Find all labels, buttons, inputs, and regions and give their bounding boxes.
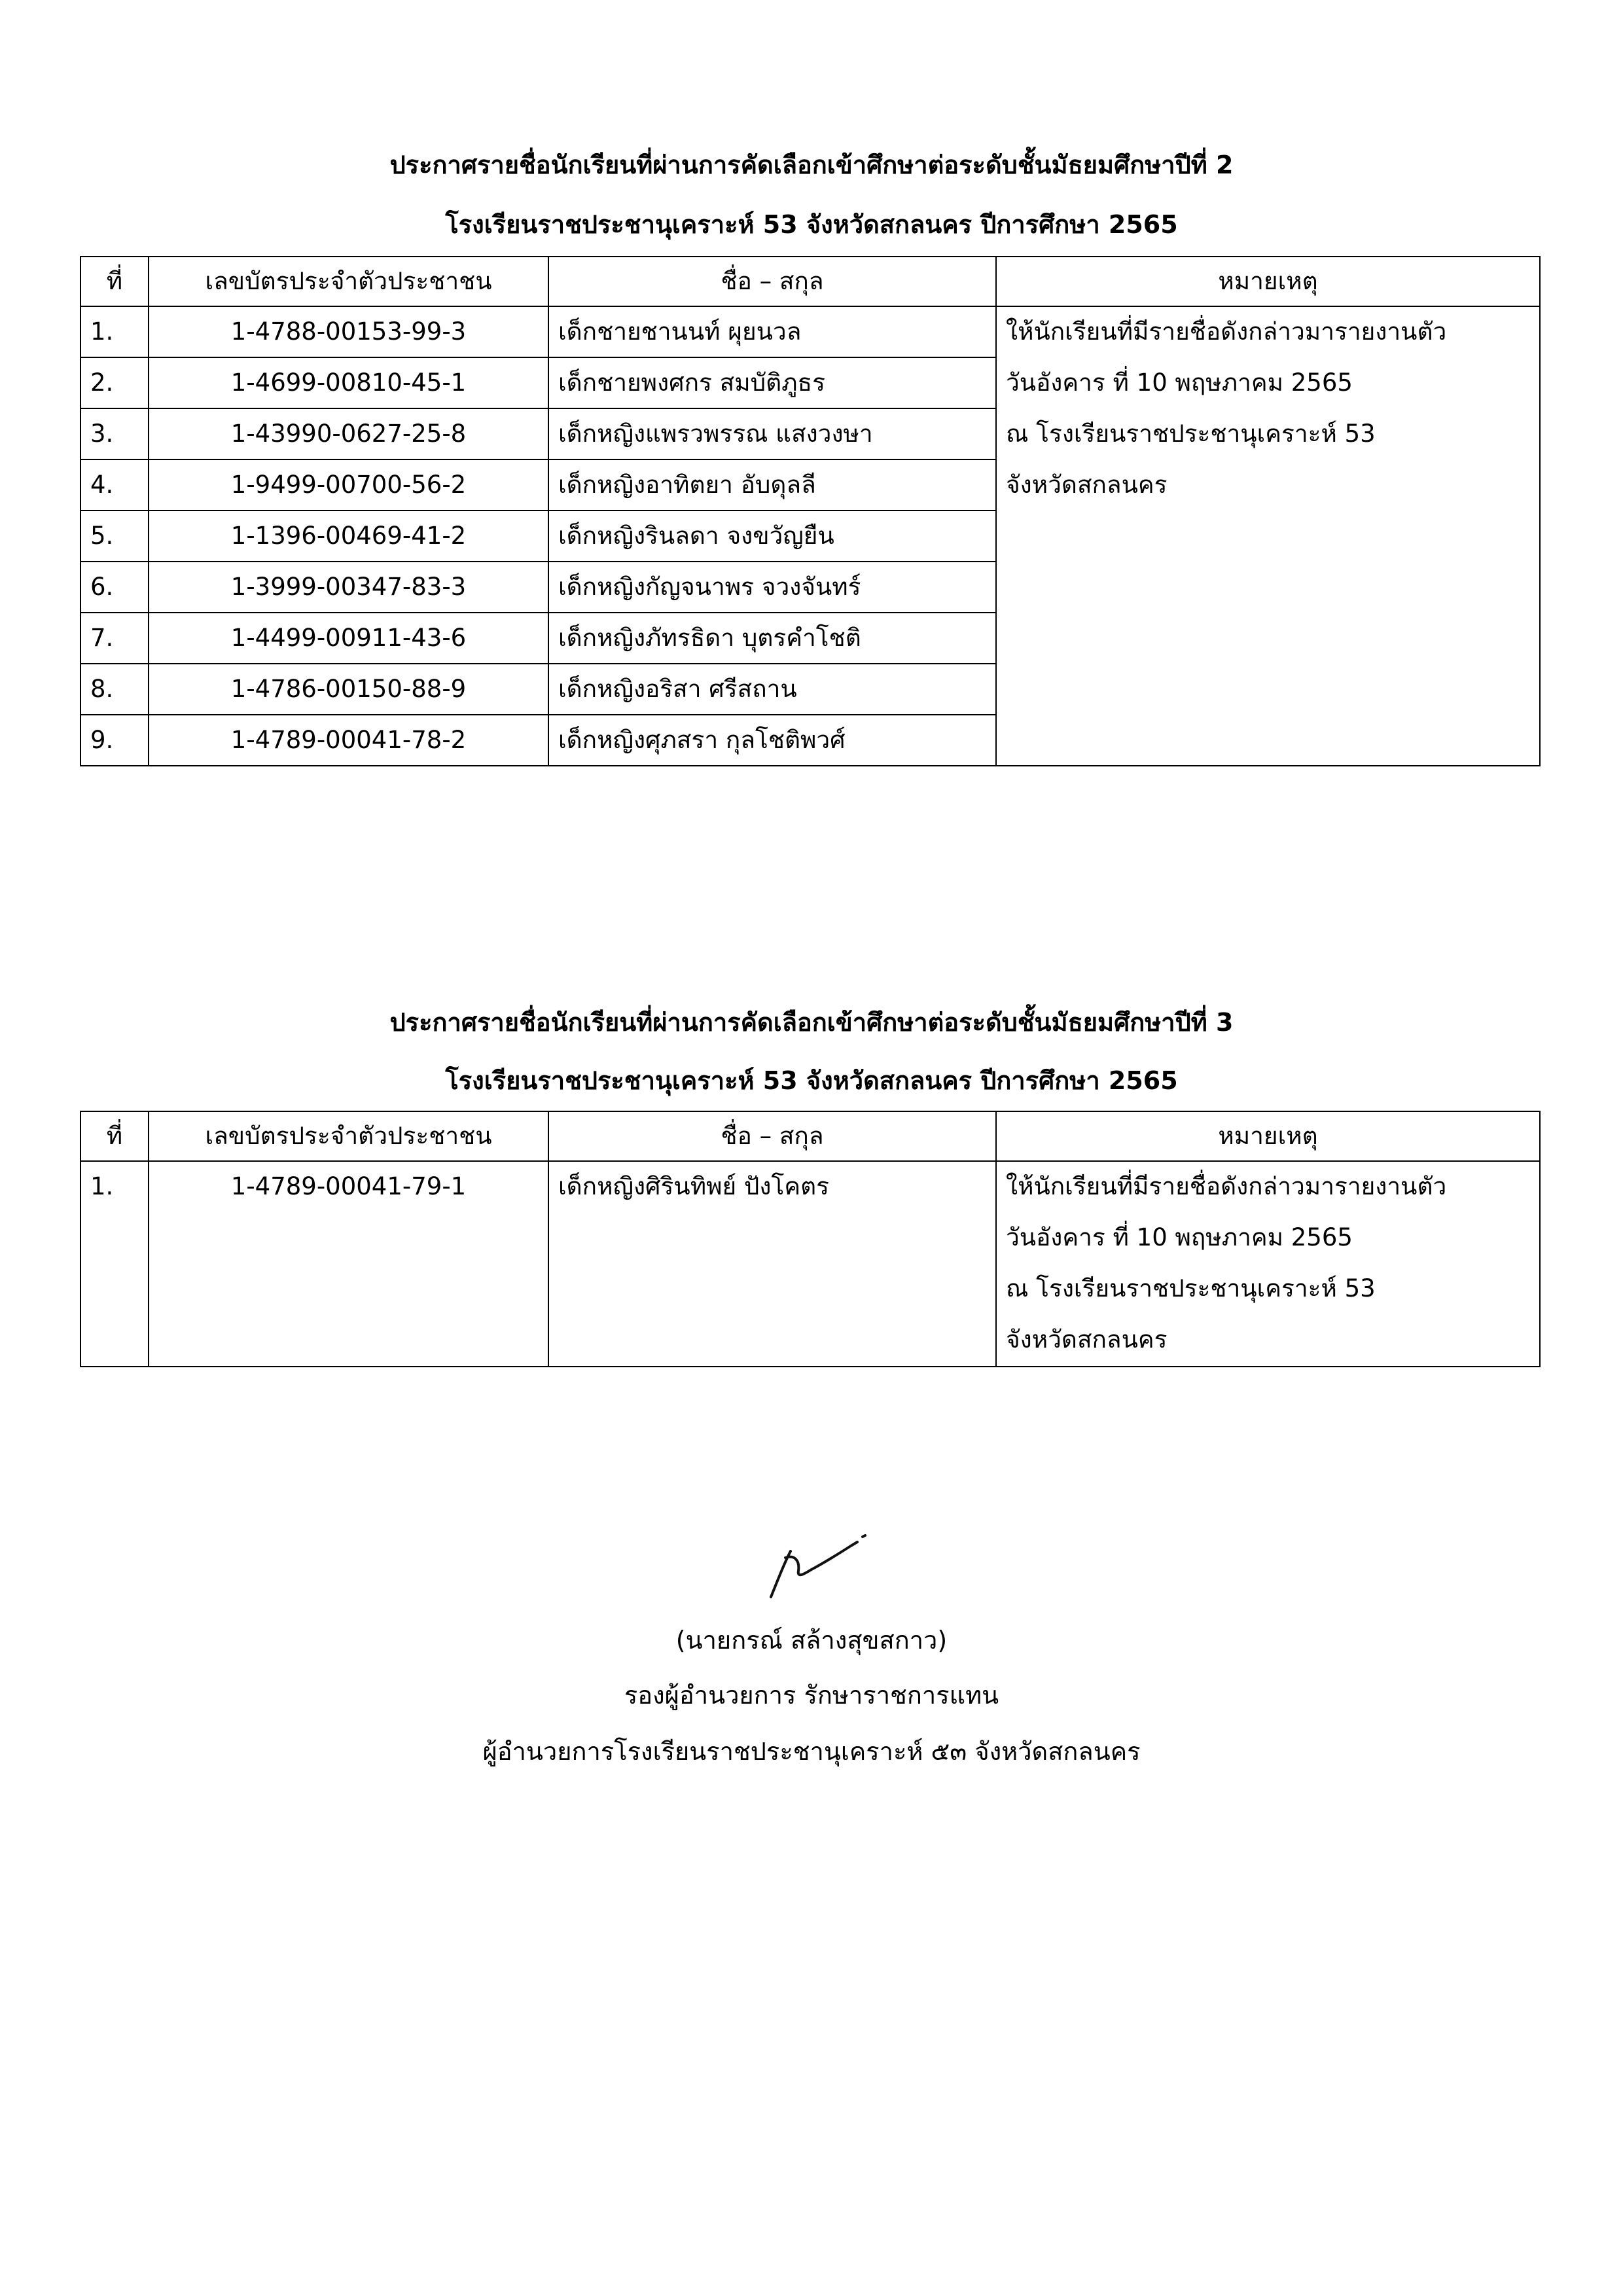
row-name: เด็กหญิงภัทรธิดา บุตรคำโชติ (548, 613, 996, 664)
row-id: 1-4499-00911-43-6 (149, 613, 548, 664)
grade3-table (80, 1111, 1541, 1367)
header-note: หมายเหตุ (996, 257, 1540, 306)
row-no: 5. (80, 511, 149, 562)
grade2-title-line2: โรงเรียนราชประชานุเคราะห์ 53 จังหวัดสกลนคร ปีการศึกษา 2565 (445, 210, 1178, 239)
row-name: เด็กชายชานนท์ ผุยนวล (548, 306, 996, 357)
row-id: 1-9499-00700-56-2 (149, 459, 548, 511)
row-id: 1-1396-00469-41-2 (149, 511, 548, 562)
signatory-name: (นายกรณ์ สล้างสุขสกาว) (675, 1626, 948, 1655)
row-id: 1-4786-00150-88-9 (149, 664, 548, 715)
note-line: ณ โรงเรียนราชประชานุเคราะห์ 53 (1006, 420, 1376, 448)
signatory-position-2: ผู้อำนวยการโรงเรียนราชประชานุเคราะห์ ๕๓ จังหวัดสกลนคร (482, 1737, 1141, 1766)
row-name: เด็กหญิงรินลดา จงขวัญยืน (548, 511, 996, 562)
row-name: เด็กหญิงแพรวพรรณ แสงวงษา (548, 408, 996, 459)
row-no: 1. (80, 1161, 149, 1367)
grade3-title-line2: โรงเรียนราชประชานุเคราะห์ 53 จังหวัดสกลนคร ปีการศึกษา 2565 (445, 1066, 1178, 1095)
signature-scribble (759, 1532, 890, 1604)
table-row (80, 306, 1540, 357)
row-name: เด็กหญิงศิรินทิพย์ ปังโคตร (548, 1161, 996, 1367)
note-line: จังหวัดสกลนคร (1006, 1325, 1168, 1354)
grade2-table (80, 256, 1541, 766)
row-id: 1-4789-00041-79-1 (149, 1161, 548, 1367)
row-id: 1-43990-0627-25-8 (149, 408, 548, 459)
grade2-note (996, 306, 1540, 766)
note-line: ให้นักเรียนที่มีรายชื่อดังกล่าวมารายงานตัว (1006, 1172, 1447, 1200)
row-no: 7. (80, 613, 149, 664)
note-line: วันอังคาร ที่ 10 พฤษภาคม 2565 (1006, 368, 1353, 397)
row-id: 1-4699-00810-45-1 (149, 357, 548, 408)
row-no: 6. (80, 562, 149, 613)
row-no: 9. (80, 715, 149, 766)
header-no: ที่ (80, 257, 149, 306)
row-name: เด็กชายพงศกร สมบัติภูธร (548, 357, 996, 408)
header-name: ชื่อ – สกุล (548, 1111, 996, 1161)
table-header-row (80, 257, 1540, 306)
header-name: ชื่อ – สกุล (548, 257, 996, 306)
note-line: ณ โรงเรียนราชประชานุเคราะห์ 53 (1006, 1274, 1376, 1302)
row-name: เด็กหญิงศุภสรา กุลโชติพวศ์ (548, 715, 996, 766)
table-header-row (80, 1111, 1540, 1161)
row-no: 1. (80, 306, 149, 357)
row-no: 3. (80, 408, 149, 459)
header-note: หมายเหตุ (996, 1111, 1540, 1161)
row-name: เด็กหญิงอริสา ศรีสถาน (548, 664, 996, 715)
header-id: เลขบัตรประจำตัวประชาชน (149, 1111, 548, 1161)
grade3-note (996, 1161, 1540, 1367)
signatory-position-1: รองผู้อำนวยการ รักษาราชการแทน (624, 1681, 999, 1710)
note-line: จังหวัดสกลนคร (1006, 471, 1168, 499)
note-line: วันอังคาร ที่ 10 พฤษภาคม 2565 (1006, 1223, 1353, 1251)
row-id: 1-3999-00347-83-3 (149, 562, 548, 613)
row-name: เด็กหญิงอาทิตยา อับดุลลี (548, 459, 996, 511)
row-no: 8. (80, 664, 149, 715)
row-id: 1-4788-00153-99-3 (149, 306, 548, 357)
row-no: 2. (80, 357, 149, 408)
note-line: ให้นักเรียนที่มีรายชื่อดังกล่าวมารายงานตัว (1006, 317, 1447, 346)
row-name: เด็กหญิงกัญจนาพร จวงจันทร์ (548, 562, 996, 613)
grade3-title-line1: ประกาศรายชื่อนักเรียนที่ผ่านการคัดเลือกเข้าศึกษาต่อระดับชั้นมัธยมศึกษาปีที่ 3 (389, 1008, 1234, 1037)
grade2-title-line1: ประกาศรายชื่อนักเรียนที่ผ่านการคัดเลือกเข้าศึกษาต่อระดับชั้นมัธยมศึกษาปีที่ 2 (389, 151, 1234, 179)
header-id: เลขบัตรประจำตัวประชาชน (149, 257, 548, 306)
row-id: 1-4789-00041-78-2 (149, 715, 548, 766)
table-row (80, 1161, 1540, 1367)
header-no: ที่ (80, 1111, 149, 1161)
row-no: 4. (80, 459, 149, 511)
